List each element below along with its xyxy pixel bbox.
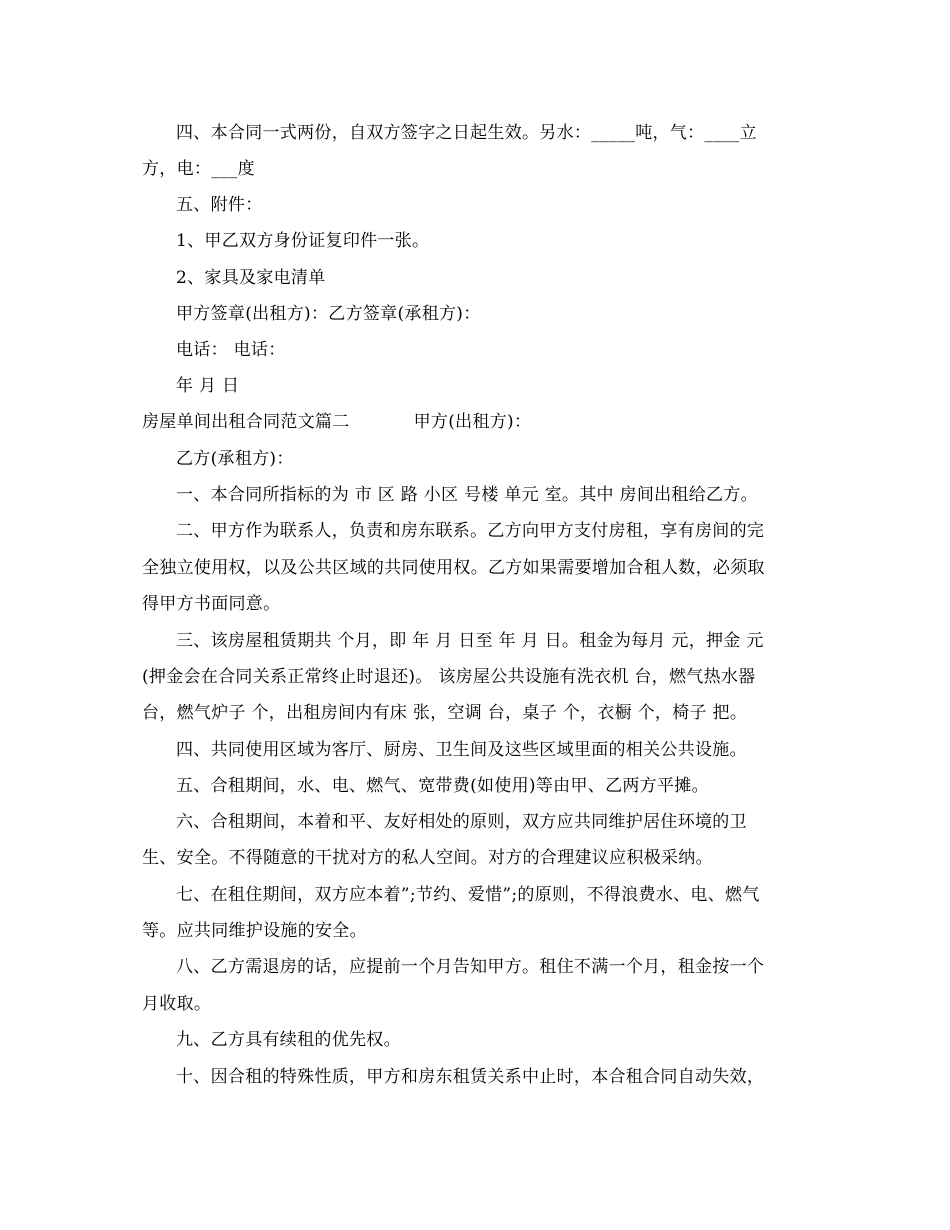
para-4-validity-cont: 方，电：___度 — [142, 159, 255, 179]
clause-7: 七、在租住期间，双方应本着”;节约、爱惜”;的原则，不得浪费水、电、燃气 — [176, 885, 760, 905]
attachment-2: 2、家具及家电清单 — [176, 268, 326, 288]
party-b-label: 乙方(承租方)： — [176, 449, 294, 469]
clause-3-cont-1: (押金会在合同关系正常终止时退还)。 该房屋公共设施有洗衣机 台，燃气热水器 — [142, 667, 756, 687]
clause-6-cont: 生、安全。不得随意的干扰对方的私人空间。对方的合理建议应积极采纳。 — [142, 848, 713, 868]
section-title: 房屋单间出租合同范文篇二 — [142, 412, 350, 432]
clause-2-cont-2: 得甲方书面同意。 — [142, 594, 281, 614]
phone-line: 电话： 电话： — [176, 340, 286, 360]
date-line: 年 月 日 — [176, 376, 240, 396]
clause-9: 九、乙方具有续租的优先权。 — [176, 1030, 401, 1050]
clause-4: 四、共同使用区域为客厅、厨房、卫生间及这些区域里面的相关公共设施。 — [176, 740, 747, 760]
clause-10: 十、因合租的特殊性质，甲方和房东租赁关系中止时，本合租合同自动失效， — [176, 1067, 765, 1087]
clause-8-cont: 月收取。 — [142, 994, 212, 1014]
para-4-validity: 四、本合同一式两份，自双方签字之日起生效。另水：_____吨，气：____立 — [176, 123, 757, 143]
clause-8: 八、乙方需退房的话，应提前一个月告知甲方。租住不满一个月，租金按一个 — [176, 957, 765, 977]
section-heading-line — [142, 411, 531, 433]
para-5-attachments: 五、附件： — [176, 195, 263, 215]
clause-7-cont: 等。应共同维护设施的安全。 — [142, 921, 367, 941]
party-a-label: 甲方(出租方)： — [413, 412, 532, 432]
signature-line: 甲方签章(出租方)：乙方签章(承租方)： — [176, 304, 481, 324]
clause-6: 六、合租期间，本着和平、友好相处的原则，双方应共同维护居住环境的卫 — [176, 812, 747, 832]
clause-3-cont-2: 台，燃气炉子 个，出租房间内有床 张，空调 台，桌子 个，衣橱 个，椅子 把。 — [142, 703, 748, 723]
attachment-1: 1、甲乙双方身份证复印件一张。 — [176, 231, 430, 251]
clause-2: 二、甲方作为联系人，负责和房东联系。乙方向甲方支付房租，享有房间的完 — [176, 521, 765, 541]
clause-5: 五、合租期间，水、电、燃气、宽带费(如使用)等由甲、乙两方平摊。 — [176, 776, 709, 796]
clause-1: 一、本合同所指标的为 市 区 路 小区 号楼 单元 室。其中 房间出租给乙方。 — [176, 485, 758, 505]
clause-2-cont-1: 全独立使用权，以及公共区域的共同使用权。乙方如果需要增加合租人数，必须取 — [142, 558, 765, 578]
clause-3: 三、该房屋租赁期共 个月，即 年 月 日至 年 月 日。租金为每月 元，押金 元 — [176, 631, 764, 651]
